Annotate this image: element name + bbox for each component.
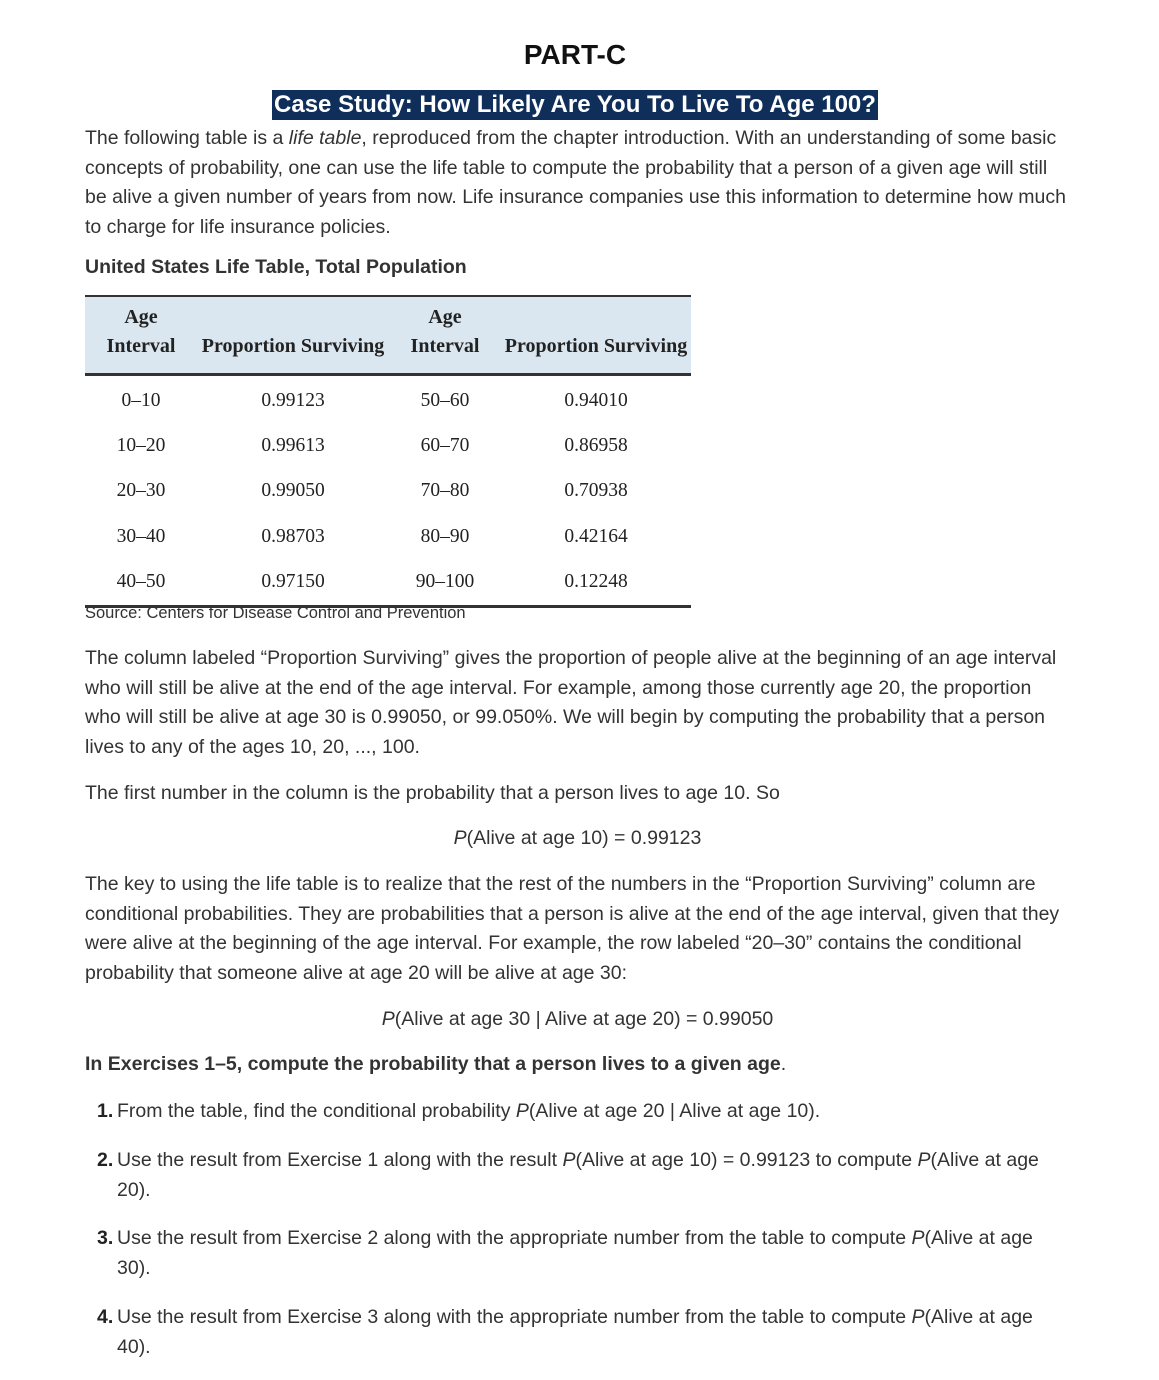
cell-age-interval: 90–100 — [415, 571, 475, 593]
table-row — [85, 469, 691, 514]
table-title: United States Life Table, Total Population — [85, 256, 467, 278]
table-source: Source: Centers for Disease Control and Prevention — [85, 604, 466, 622]
cell-proportion: 0.42164 — [564, 525, 628, 547]
intro-italic-term: life table — [288, 127, 362, 149]
cell-proportion: 0.99613 — [261, 435, 325, 457]
exercise-text: Use the result from Exercise 2 along with the appropriate number from the table to compute P(Alive at age 30). — [117, 1227, 1033, 1279]
cell-age-interval: 20–30 — [116, 480, 166, 502]
exercises-heading: In Exercises 1–5, compute the probability that a person lives to a given age. — [85, 1053, 787, 1075]
intro-paragraph — [85, 124, 1070, 243]
exercise-item — [97, 1146, 1067, 1205]
formula-alive-at-10: P(Alive at age 10) = 0.99123 — [453, 827, 702, 849]
table-row — [85, 560, 691, 607]
cell-proportion: 0.98703 — [261, 525, 325, 547]
exercise-text: Use the result from Exercise 3 along with the appropriate number from the table to compute P(Alive at age 40). — [117, 1306, 1033, 1358]
table-row — [85, 375, 691, 424]
header-proportion-surviving-1: Proportion Surviving — [201, 335, 385, 357]
cell-proportion: 0.99123 — [261, 389, 325, 411]
intro-text-before: The following table is a — [85, 127, 289, 149]
formula-alive-at-30: P(Alive at age 30 | Alive at age 20) = 0.99050 — [381, 1008, 774, 1030]
exercise-item — [97, 1224, 1067, 1283]
cell-age-interval: 80–90 — [420, 525, 470, 547]
paragraph-proportion-surviving: The column labeled “Proportion Surviving” gives the proportion of people alive at the beginning of an age interval who will still be alive at the end of the age interval. For example, among those currently age 20, the proportion who will still be alive at age 30 is 0.99050, or 99.050%. We will begin by computing the probability that a person lives to any of the ages 10, 20, ..., 100. — [85, 647, 1057, 759]
exercise-item — [97, 1097, 1067, 1127]
case-study-title: Case Study: How Likely Are You To Live To Age 100? — [274, 91, 876, 118]
table-row — [85, 514, 691, 559]
cell-age-interval: 60–70 — [420, 435, 470, 457]
exercise-number: 4. — [97, 1306, 114, 1328]
cell-proportion: 0.12248 — [564, 571, 628, 593]
exercise-item — [97, 1303, 1067, 1362]
cell-proportion: 0.70938 — [564, 480, 628, 502]
paragraph-conditional: The key to using the life table is to realize that the rest of the numbers in the “Proportion Surviving” column are conditional probabilities. They are probabilities that a person is alive at the end of the age interval, given that they were alive at the beginning of the age interval. For example, the row labeled “20–30” contains the conditional probability that someone alive at age 20 will be alive at age 30: — [85, 873, 1060, 985]
cell-age-interval: 10–20 — [116, 435, 166, 457]
cell-proportion: 0.99050 — [261, 480, 325, 502]
exercise-number: 2. — [97, 1149, 114, 1171]
exercise-number: 3. — [97, 1227, 114, 1249]
cell-proportion: 0.86958 — [564, 435, 628, 457]
intro-text-after: , reproduced from the chapter introduction. With an understanding of some basic concepts of probability, one can use the life table to compute the probability that a person of a given age will still be alive a given number of years from now. Life insurance companies use this information to determine how much to charge for life insurance policies. — [85, 127, 1066, 239]
cell-age-interval: 0–10 — [121, 389, 161, 411]
table-header-row — [85, 296, 691, 375]
paragraph-first-number: The first number in the column is the probability that a person lives to age 10. So — [85, 782, 780, 804]
life-table — [85, 295, 691, 608]
exercise-number: 1. — [97, 1100, 114, 1122]
exercise-text: From the table, find the conditional probability P(Alive at age 20 | Alive at age 10). — [117, 1100, 821, 1122]
cell-proportion: 0.97150 — [261, 571, 325, 593]
cell-age-interval: 40–50 — [116, 571, 166, 593]
header-age-interval-1: Age Interval — [106, 306, 176, 357]
cell-proportion: 0.94010 — [564, 389, 628, 411]
cell-age-interval: 70–80 — [420, 480, 470, 502]
cell-age-interval: 30–40 — [116, 525, 166, 547]
case-title-wrap — [85, 90, 1065, 120]
exercise-text: Use the result from Exercise 1 along with the result P(Alive at age 10) = 0.99123 to compute P(Alive at age 20). — [117, 1149, 1039, 1201]
table-row — [85, 423, 691, 468]
header-proportion-surviving-2: Proportion Surviving — [504, 335, 688, 357]
header-age-interval-2: Age Interval — [410, 306, 480, 357]
cell-age-interval: 50–60 — [420, 389, 470, 411]
part-title: PART-C — [523, 39, 627, 70]
